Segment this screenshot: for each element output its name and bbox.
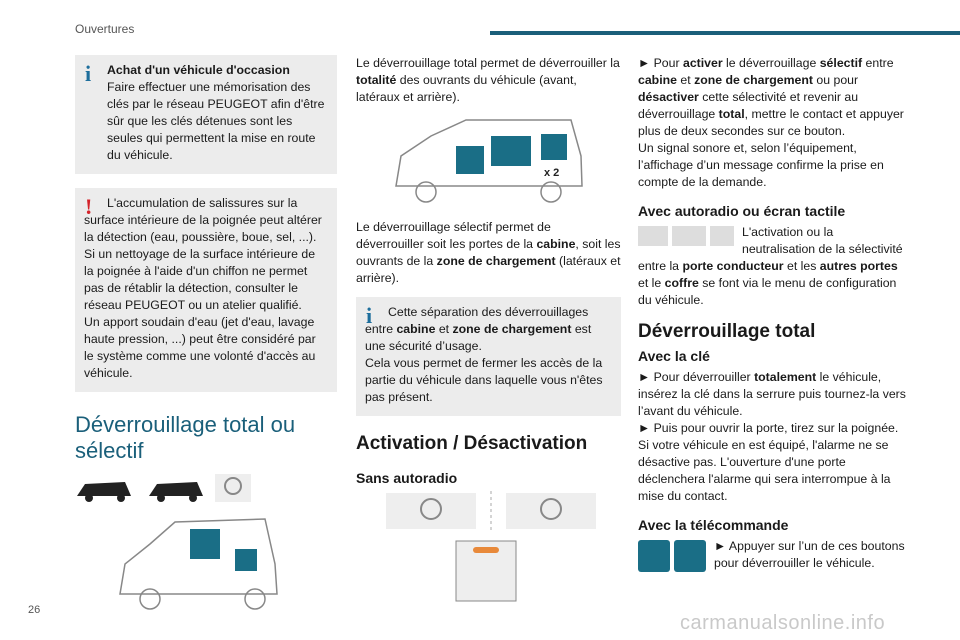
warning-icon: ! <box>85 194 93 219</box>
selective-unlock-text: Le déverrouillage sélectif permet de déverrouiller soit les portes de la cabine, soit les ouvrants de la zone de chargement (latéraux et arrière). <box>356 220 621 285</box>
key-alarm-note: Si votre véhicule en est équipé, l'alarme ne se désactive pas. L'ouverture d'une porte déclenchera l'alarme qui sera interrompue à la mise du contact. <box>638 438 891 503</box>
header-bar <box>490 31 960 35</box>
van-door-icon <box>235 549 257 571</box>
warning-box-handle <box>75 188 337 392</box>
column-1 <box>75 55 337 629</box>
dashboard-button-figure <box>376 491 606 611</box>
subheading-radio: Avec autoradio ou écran tactile <box>638 203 846 219</box>
steering-wheel-icon <box>215 474 251 502</box>
unlock-icon-small <box>541 134 567 160</box>
info-body: Faire effectuer une mémorisation des clés par le réseau PEUGEOT afin d'être sûr que les clés détenues sont les seules qui permettent la mise en route du véhicule. <box>107 80 325 162</box>
watermark: carmanualsonline.info <box>680 612 886 634</box>
vehicle-unlock-figure <box>75 474 337 624</box>
radio-block <box>638 224 908 309</box>
total-unlock-figure <box>386 116 586 211</box>
key-instruction-1: ► Pour déverrouiller totalement le véhicule, insérez la clé dans la serrure puis tournez-la vers l’avant du véhicule. <box>638 370 906 418</box>
unlock-icon-large <box>190 529 220 559</box>
total-unlock-text: Le déverrouillage total permet de déverrouiller la totalité des ouvrants du véhicule (avant, latéraux et arrière). <box>356 56 620 104</box>
remote-instruction: ► Appuyer sur l’un de ces boutons pour déverrouiller le véhicule. <box>714 539 905 570</box>
van-unlock-button-icon <box>674 540 706 572</box>
column-2 <box>356 55 621 616</box>
confirmation-text: Un signal sonore et, selon l’équipement, l’affichage d’un message confirme la prise en compte de la demande. <box>638 141 884 189</box>
dashboard-left-icon <box>386 493 476 529</box>
car-icon <box>710 226 734 246</box>
key-instruction-2: ► Puis pour ouvrir la porte, tirez sur la poignée. <box>638 421 899 435</box>
section-heading-unlocking: Déverrouillage total ou sélectif <box>75 412 296 463</box>
warning-text-3: Un apport soudain d'eau (jet d'eau, lavage haute pression, ...) peut être considéré par le système comme une volonté d'accès au véhicule. <box>84 315 316 380</box>
warning-text-2: Si un nettoyage de la surface intérieure de la poignée à l'aide d'un chiffon ne permet pas de rétablir la détection, consulter le réseau PEUGEOT ou un atelier qualifié. <box>84 247 316 312</box>
warning-text-1: L'accumulation de salissures sur la surface intérieure de la poignée peut altérer la détection (eau, poussière, boue, sel, ...). <box>84 196 322 244</box>
info-box-separation <box>356 297 621 416</box>
subheading-key: Avec la clé <box>638 348 710 364</box>
info-title: Achat d'un véhicule d'occasion <box>107 63 290 77</box>
van-silhouette-icon-2 <box>149 482 203 502</box>
van-door-icon <box>491 136 531 166</box>
van-silhouette-icon <box>77 482 131 502</box>
info-separation-text-2: Cela vous permet de fermer les accès de la partie du véhicule dans laquelle vous n'êtes pas présent. <box>365 356 603 404</box>
settings-icon <box>672 226 706 246</box>
radio-icons <box>638 226 734 246</box>
unlock-icon <box>456 146 484 174</box>
info-box-used-vehicle <box>75 55 337 174</box>
info-separation-text: Cette séparation des déverrouillages entre cabine et zone de chargement est une sécurité d’usage. <box>365 305 592 353</box>
remote-block <box>638 538 908 576</box>
section-title: Ouvertures <box>75 22 135 36</box>
info-icon: i <box>366 303 373 328</box>
section-heading-total: Déverrouillage total <box>638 321 816 342</box>
unlock-button-icon <box>638 540 670 572</box>
touchscreen-icon <box>638 226 668 246</box>
section-heading-activation: Activation / Désactivation <box>356 433 588 454</box>
subheading-no-radio: Sans autoradio <box>356 470 458 486</box>
radio-text: L'activation ou la neutralisation de la sélectivité entre la porte conducteur et les autres portes et le coffre se font via le menu de configuration du véhicule. <box>638 225 903 307</box>
subheading-remote: Avec la télécommande <box>638 517 789 533</box>
column-3 <box>638 55 908 576</box>
dashboard-right-icon <box>506 493 596 529</box>
remote-icons <box>638 540 706 572</box>
activate-instructions: ► Pour activer le déverrouillage sélectif entre cabine et zone de chargement ou pour désactiver cette sélectivité et revenir au déverrouillage total, mettre le contact et appuyer plus de deux secondes sur ce bouton. <box>638 56 904 138</box>
info-icon: i <box>85 61 92 86</box>
press-count-label: x 2 <box>544 167 560 179</box>
page-number: 26 <box>28 604 41 616</box>
